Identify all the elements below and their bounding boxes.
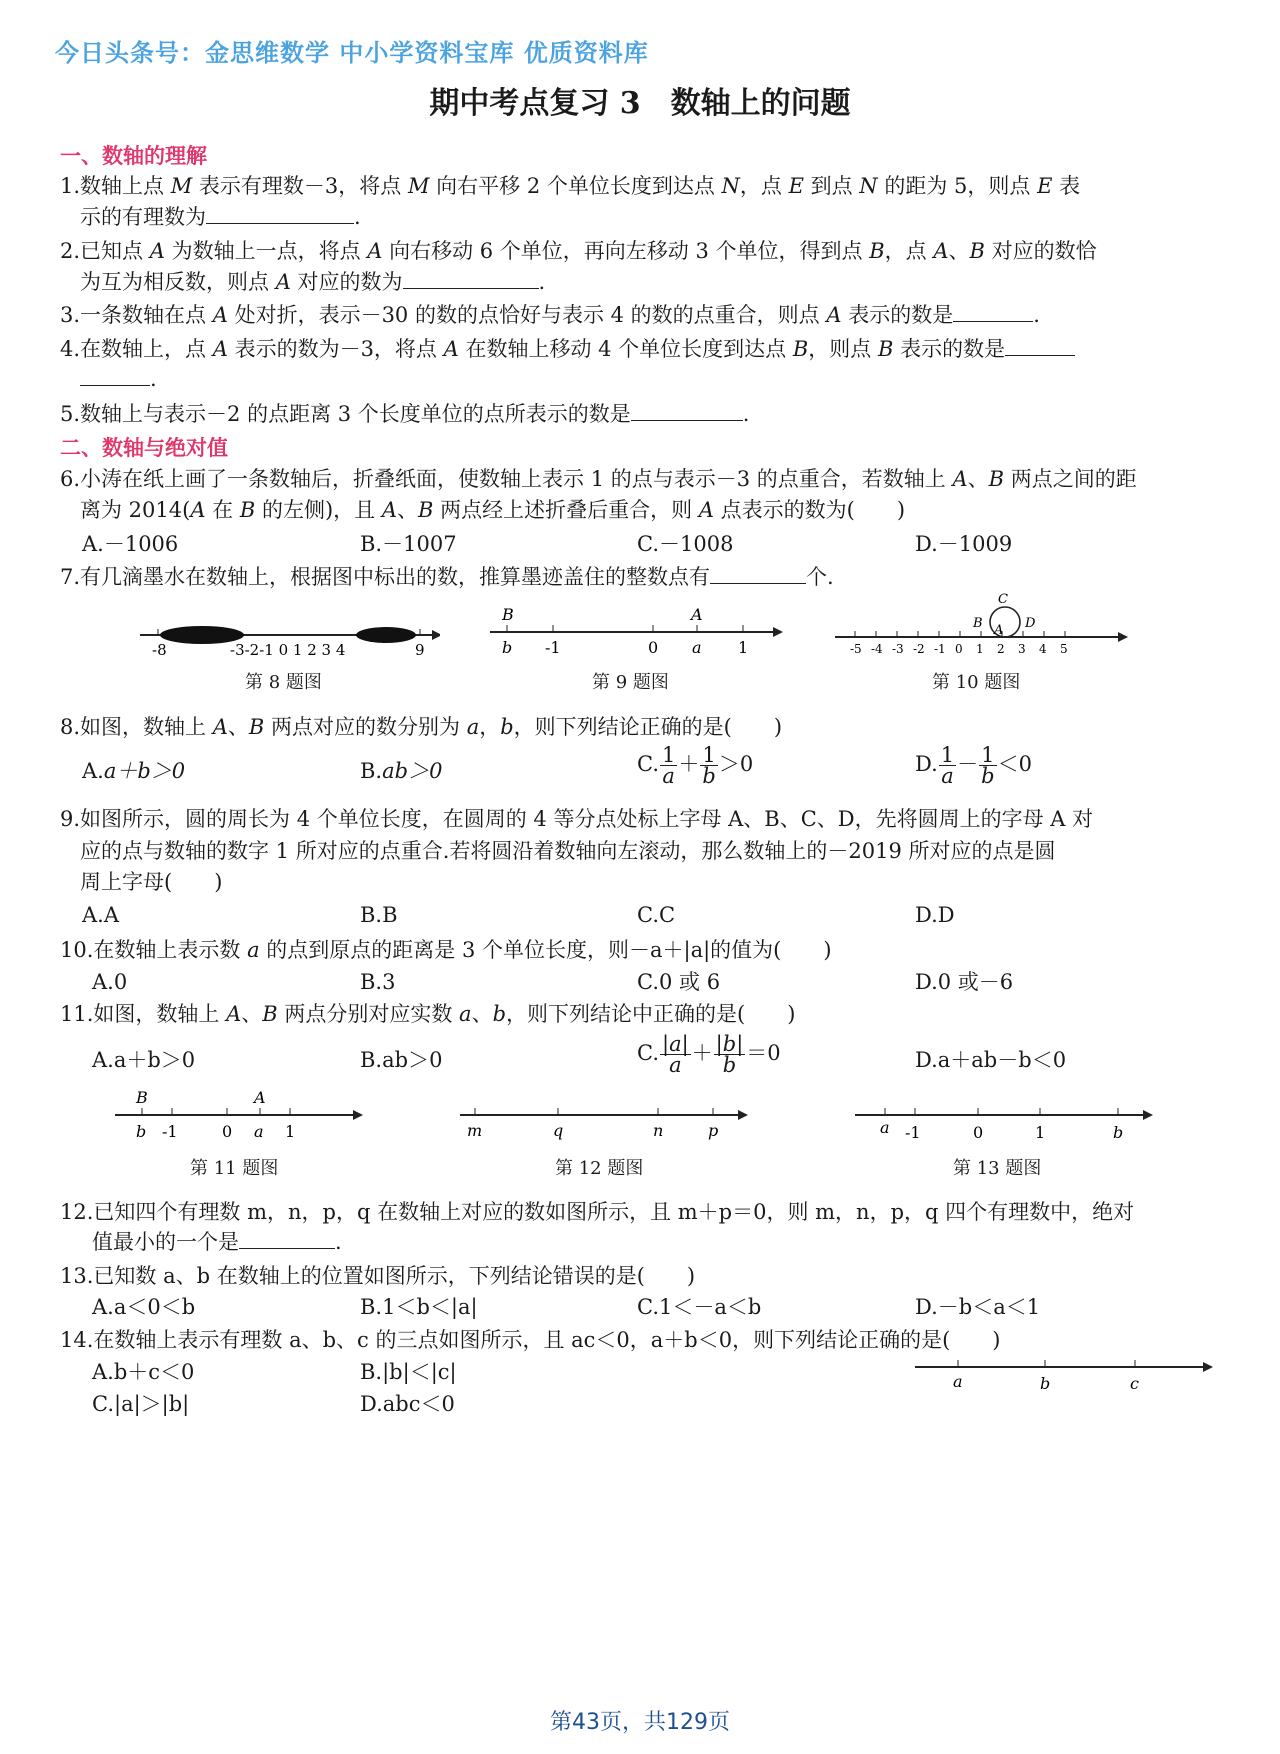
q9-option-d: D.D: [915, 903, 955, 927]
q8-option-c: C. $\frac{1}{a}$ ＋ $\frac{1}{b}$ ＞0: [637, 743, 754, 788]
svg-text:1: 1: [1035, 1123, 1046, 1142]
question-10: 10.在数轴上表示数 a 的点到原点的距离是 3 个单位长度，则－a＋|a|的值为( ): [60, 938, 832, 962]
q11-option-b: B.ab＞0: [360, 1048, 443, 1072]
answer-blank: [80, 365, 150, 386]
tick-label: 5: [1060, 642, 1068, 656]
svg-text:1: 1: [285, 1122, 296, 1141]
q10-option-a: A.0: [92, 970, 128, 994]
figure-9-number-line: [485, 590, 785, 665]
tick-label: -3-2-1 0 1 2 3 4: [230, 641, 346, 659]
svg-text:B: B: [973, 616, 983, 631]
q8-option-a: A.a＋b＞0: [82, 759, 186, 783]
figure-11-caption: 第 11 题图: [190, 1158, 279, 1179]
tick-label: -4: [871, 642, 883, 656]
tick-label: 0: [955, 642, 963, 656]
q13-option-a: A.a＜0＜b: [92, 1295, 196, 1319]
answer-blank: [631, 400, 743, 421]
svg-text:-1: -1: [545, 638, 561, 657]
q14-option-c: C.|a|＞|b|: [92, 1392, 190, 1416]
tick-label: -2: [913, 642, 925, 656]
tick-label: 3: [1018, 642, 1026, 656]
q9-option-c: C.C: [637, 903, 676, 927]
question-9-line-1: 9.如图所示，圆的周长为 4 个单位长度，在圆周的 4 等分点处标上字母 A、B、C、D，先将圆周上的字母 A 对: [60, 807, 1094, 831]
tick-label: -3: [892, 642, 904, 656]
svg-text:a: a: [692, 638, 702, 657]
tick-label: 1: [976, 642, 984, 656]
tick-label: -1: [934, 642, 946, 656]
q8-option-d: D. $\frac{1}{a}$ － $\frac{1}{b}$ ＜0: [915, 743, 1032, 788]
svg-text:A: A: [254, 1088, 266, 1107]
question-6-line-1: 6.小涛在纸上画了一条数轴后，折叠纸面，使数轴上表示 1 的点与表示－3 的点重合，若数轴上 A、B 两点之间的距: [60, 467, 1137, 491]
svg-text:a: a: [254, 1122, 264, 1141]
svg-text:-1: -1: [162, 1122, 178, 1141]
figure-12-number-line: [455, 1100, 755, 1145]
figure-12-caption: 第 12 题图: [555, 1158, 644, 1179]
svg-text:m: m: [467, 1121, 483, 1140]
q13-option-c: C.1＜－a＜b: [637, 1295, 762, 1319]
svg-text:A: A: [691, 605, 703, 624]
q10-option-d: D.0 或－6: [915, 970, 1014, 994]
question-3: 3.一条数轴在点 A 处对折，表示－30 的数的点恰好与表示 4 的数的点重合，则点 A 表示的数是 .: [60, 303, 1040, 327]
question-13: 13.已知数 a、b 在数轴上的位置如图所示，下列结论错误的是( ): [60, 1264, 696, 1288]
answer-blank: [239, 1228, 335, 1249]
svg-text:1: 1: [738, 638, 749, 657]
q11-option-a: A.a＋b＞0: [92, 1048, 196, 1072]
svg-text:a: a: [953, 1372, 963, 1391]
q14-option-b: B.|b|＜|c|: [360, 1360, 457, 1384]
svg-text:p: p: [708, 1121, 719, 1140]
question-11: 11.如图，数轴上 A、B 两点分别对应实数 a、b，则下列结论中正确的是( ): [60, 1002, 796, 1026]
svg-text:c: c: [1130, 1374, 1139, 1393]
svg-text:0: 0: [222, 1122, 233, 1141]
figure-13-caption: 第 13 题图: [953, 1158, 1042, 1179]
tick-label: -8: [152, 641, 167, 659]
question-12-line-1: 12.已知四个有理数 m，n，p，q 在数轴上对应的数如图所示，且 m＋p＝0，则 m，n，p，q 四个有理数中，绝对: [60, 1200, 1135, 1224]
svg-text:C: C: [998, 592, 1008, 607]
figure-9-caption: 第 9 题图: [592, 672, 669, 693]
question-12-line-2: 值最小的一个是 .: [92, 1230, 342, 1254]
q10-option-b: B.3: [360, 970, 396, 994]
question-9-line-3: 周上字母( ): [80, 870, 223, 894]
question-2-line-2: 为互为相反数，则点 A 对应的数为 .: [80, 270, 546, 294]
figure-11-number-line: [110, 1085, 370, 1145]
svg-text:-1: -1: [905, 1123, 921, 1142]
section-heading-1: 一、数轴的理解: [60, 144, 207, 168]
figure-14-number-line: [910, 1355, 1220, 1400]
question-2-line-1: 2.已知点 A 为数轴上一点，将点 A 向右移动 6 个单位，再向左移动 3 个单位，得到点 B，点 A、B 对应的数恰: [60, 239, 1097, 263]
q6-option-b: B.－1007: [360, 532, 457, 556]
question-4-line-2: .: [80, 365, 157, 393]
q6-option-c: C.－1008: [637, 532, 734, 556]
figure-8-number-line: [130, 595, 440, 665]
q8-option-b: B.ab＞0: [360, 759, 443, 783]
q14-option-d: D.abc＜0: [360, 1392, 455, 1416]
tick-label: 2: [997, 642, 1005, 656]
figure-8-caption: 第 8 题图: [245, 672, 322, 693]
q10-option-c: C.0 或 6: [637, 970, 721, 994]
svg-text:B: B: [136, 1088, 148, 1107]
tick-label: 4: [1039, 642, 1047, 656]
svg-text:0: 0: [648, 638, 659, 657]
ink-blot: [356, 627, 416, 643]
tick-label: -5: [850, 642, 862, 656]
figure-10-number-line: [830, 585, 1130, 665]
page-number: 第43页，共129页: [550, 1710, 730, 1735]
svg-text:b: b: [1113, 1123, 1124, 1142]
answer-blank: [1005, 335, 1075, 356]
svg-text:A: A: [994, 623, 1004, 638]
tick-label: 9: [415, 641, 425, 659]
question-4-line-1: 4.在数轴上，点 A 表示的数为－3，将点 A 在数轴上移动 4 个单位长度到达点 B，则点 B 表示的数是: [60, 335, 1075, 363]
question-9-line-2: 应的点与数轴的数字 1 所对应的点重合.若将圆沿着数轴向左滚动，那么数轴上的－2019 所对应的点是圆: [80, 839, 1056, 863]
q11-option-d: D.a＋ab－b＜0: [915, 1048, 1067, 1072]
question-7: 7.有几滴墨水在数轴上，根据图中标出的数，推算墨迹盖住的整数点有 个.: [60, 565, 834, 589]
svg-text:B: B: [502, 605, 514, 624]
page-title: 期中考点复习 3 数轴上的问题: [429, 86, 851, 121]
q13-option-b: B.1＜b＜|a|: [360, 1295, 478, 1319]
question-8: 8.如图，数轴上 A、B 两点对应的数分别为 a，b，则下列结论正确的是( ): [60, 715, 783, 739]
watermark: 今日头条号：金思维数学 中小学资料宝库 优质资料库: [55, 39, 649, 67]
question-1-line-1: 1.数轴上点 M 表示有理数－3，将点 M 向右平移 2 个单位长度到达点 N，点 E 到点 N 的距为 5，则点 E 表: [60, 174, 1081, 198]
q6-option-d: D.－1009: [915, 532, 1013, 556]
answer-blank: [953, 301, 1033, 322]
svg-text:D: D: [1025, 616, 1036, 631]
section-heading-2: 二、数轴与绝对值: [60, 436, 228, 460]
figure-10-caption: 第 10 题图: [932, 672, 1021, 693]
q14-option-a: A.b＋c＜0: [92, 1360, 195, 1384]
figure-13-number-line: [850, 1100, 1160, 1145]
question-1-line-2: 示的有理数为 .: [80, 205, 361, 229]
svg-text:a: a: [880, 1118, 890, 1137]
q9-option-a: A.A: [82, 903, 120, 927]
svg-text:n: n: [653, 1121, 664, 1140]
q9-option-b: B.B: [360, 903, 398, 927]
question-5: 5.数轴上与表示－2 的点距离 3 个长度单位的点所表示的数是 .: [60, 402, 750, 426]
answer-blank: [206, 203, 354, 224]
svg-text:b: b: [136, 1122, 147, 1141]
q13-option-d: D.－b＜a＜1: [915, 1295, 1041, 1319]
answer-blank: [403, 268, 539, 289]
svg-text:b: b: [1040, 1374, 1051, 1393]
question-6-line-2: 离为 2014(A 在 B 的左侧)，且 A、B 两点经上述折叠后重合，则 A 点表示的数为( ): [80, 498, 906, 522]
svg-text:q: q: [553, 1121, 564, 1140]
q11-option-c: C. $\frac{|a|}{a}$ ＋ $\frac{|b|}{b}$ ＝0: [637, 1032, 781, 1077]
answer-blank: [710, 563, 806, 584]
question-14: 14.在数轴上表示有理数 a、b、c 的三点如图所示，且 ac＜0，a＋b＜0，则下列结论正确的是( ): [60, 1328, 1001, 1352]
q6-option-a: A.－1006: [82, 532, 179, 556]
svg-text:0: 0: [973, 1123, 984, 1142]
svg-text:b: b: [502, 638, 513, 657]
